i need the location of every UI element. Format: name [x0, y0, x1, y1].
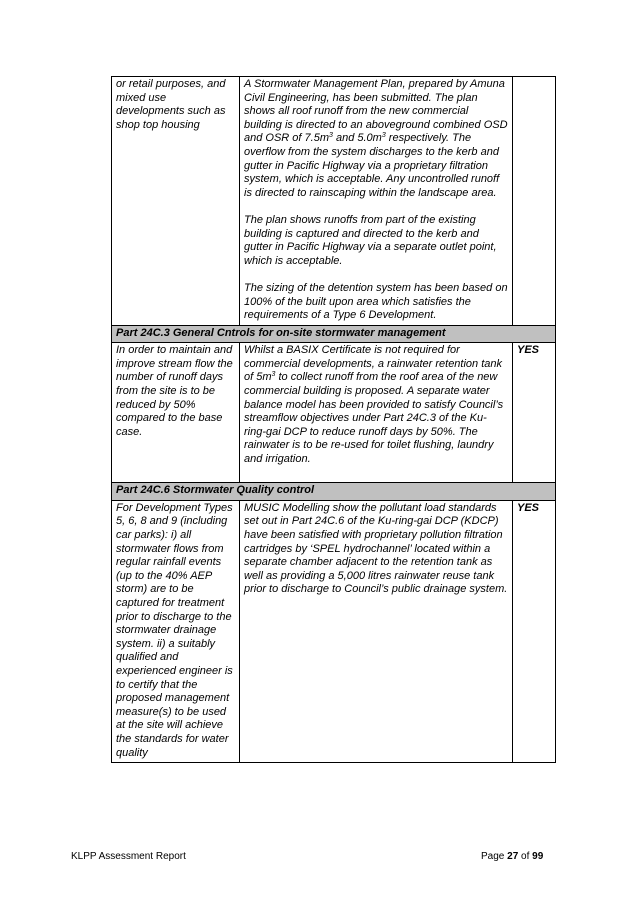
comment-cell: Whilst a BASIX Certificate is not required for commercial developments, a rainwater retention tank of $5m^3$ to collect runoff from the roof area of the new commercial building is proposed. A separate water balance model has been provided to satisfy Council’s streamflow objectives under Part 24C.3 of the Ku-ring-gai DCP to reduce runoff days by 50%. The rainwater is to be re-used for toilet flushing, laundry and irrigation.	[240, 343, 513, 483]
control-cell: or retail purposes, and mixed use developments such as shop top housing	[112, 77, 240, 326]
footer-page-number: Page 27 of 99	[481, 851, 544, 862]
assessment-table	[111, 76, 556, 763]
compliance-cell	[513, 77, 556, 326]
comment-paragraph: A Stormwater Management Plan, prepared by Amuna Civil Engineering, has been submitted. The plan shows all roof runoff from the new commercial building is directed to an aboveground combined OSD and OSR of $7.5m^3$ and $5.0m^3$ respectively. The overflow from the system discharges to the kerb and gutter in Pacific Highway via a proprietary filtration system, which is acceptable. Any uncontrolled runoff is directed to rainscaping within the landscape area.	[244, 78, 508, 199]
compliance-cell: YES	[513, 343, 556, 483]
section-heading: Part 24C.6 Stormwater Quality control	[112, 483, 556, 501]
table-row	[112, 500, 556, 762]
comment-cell: MUSIC Modelling show the pollutant load standards set out in Part 24C.6 of the Ku-ring-gai DCP (KDCP) have been satisfied with proprietary pollution filtration cartridges by ‘SPEL hydrochannel’ located within a separate chamber adjacent to the retention tank as well as providing a 5,000 litres rainwater reuse tank prior to discharge to Council’s public drainage system.	[240, 500, 513, 762]
control-cell: For Development Types 5, 6, 8 and 9 (including car parks): i) all stormwater flows from regular rainfall events (up to the 40% AEP storm) are to be captured for treatment prior to discharge to the stormwater drainage system. ii) a suitably qualified and experienced engineer is to certify that the proposed management measure(s) to be used at the site will achieve the standards for water quality	[112, 500, 240, 762]
comment-paragraph: The plan shows runoffs from part of the existing building is captured and directed to the kerb and gutter in Pacific Highway via a separate outlet point, which is acceptable.	[244, 213, 497, 267]
section-heading: Part 24C.3 General Cntrols for on-site stormwater management	[112, 325, 556, 343]
section-header-row	[112, 325, 556, 343]
compliance-cell: YES	[513, 500, 556, 762]
comment-paragraph: The sizing of the detention system has been based on 100% of the built upon area which satisfies the requirements of a Type 6 Development.	[244, 281, 508, 322]
comment-cell	[240, 77, 513, 326]
table-row	[112, 77, 556, 326]
table-row	[112, 343, 556, 483]
section-header-row	[112, 483, 556, 501]
control-cell: In order to maintain and improve stream flow the number of runoff days from the site is to be reduced by 50% compared to the base case.	[112, 343, 240, 483]
footer-report-title: KLPP Assessment Report	[71, 851, 186, 862]
